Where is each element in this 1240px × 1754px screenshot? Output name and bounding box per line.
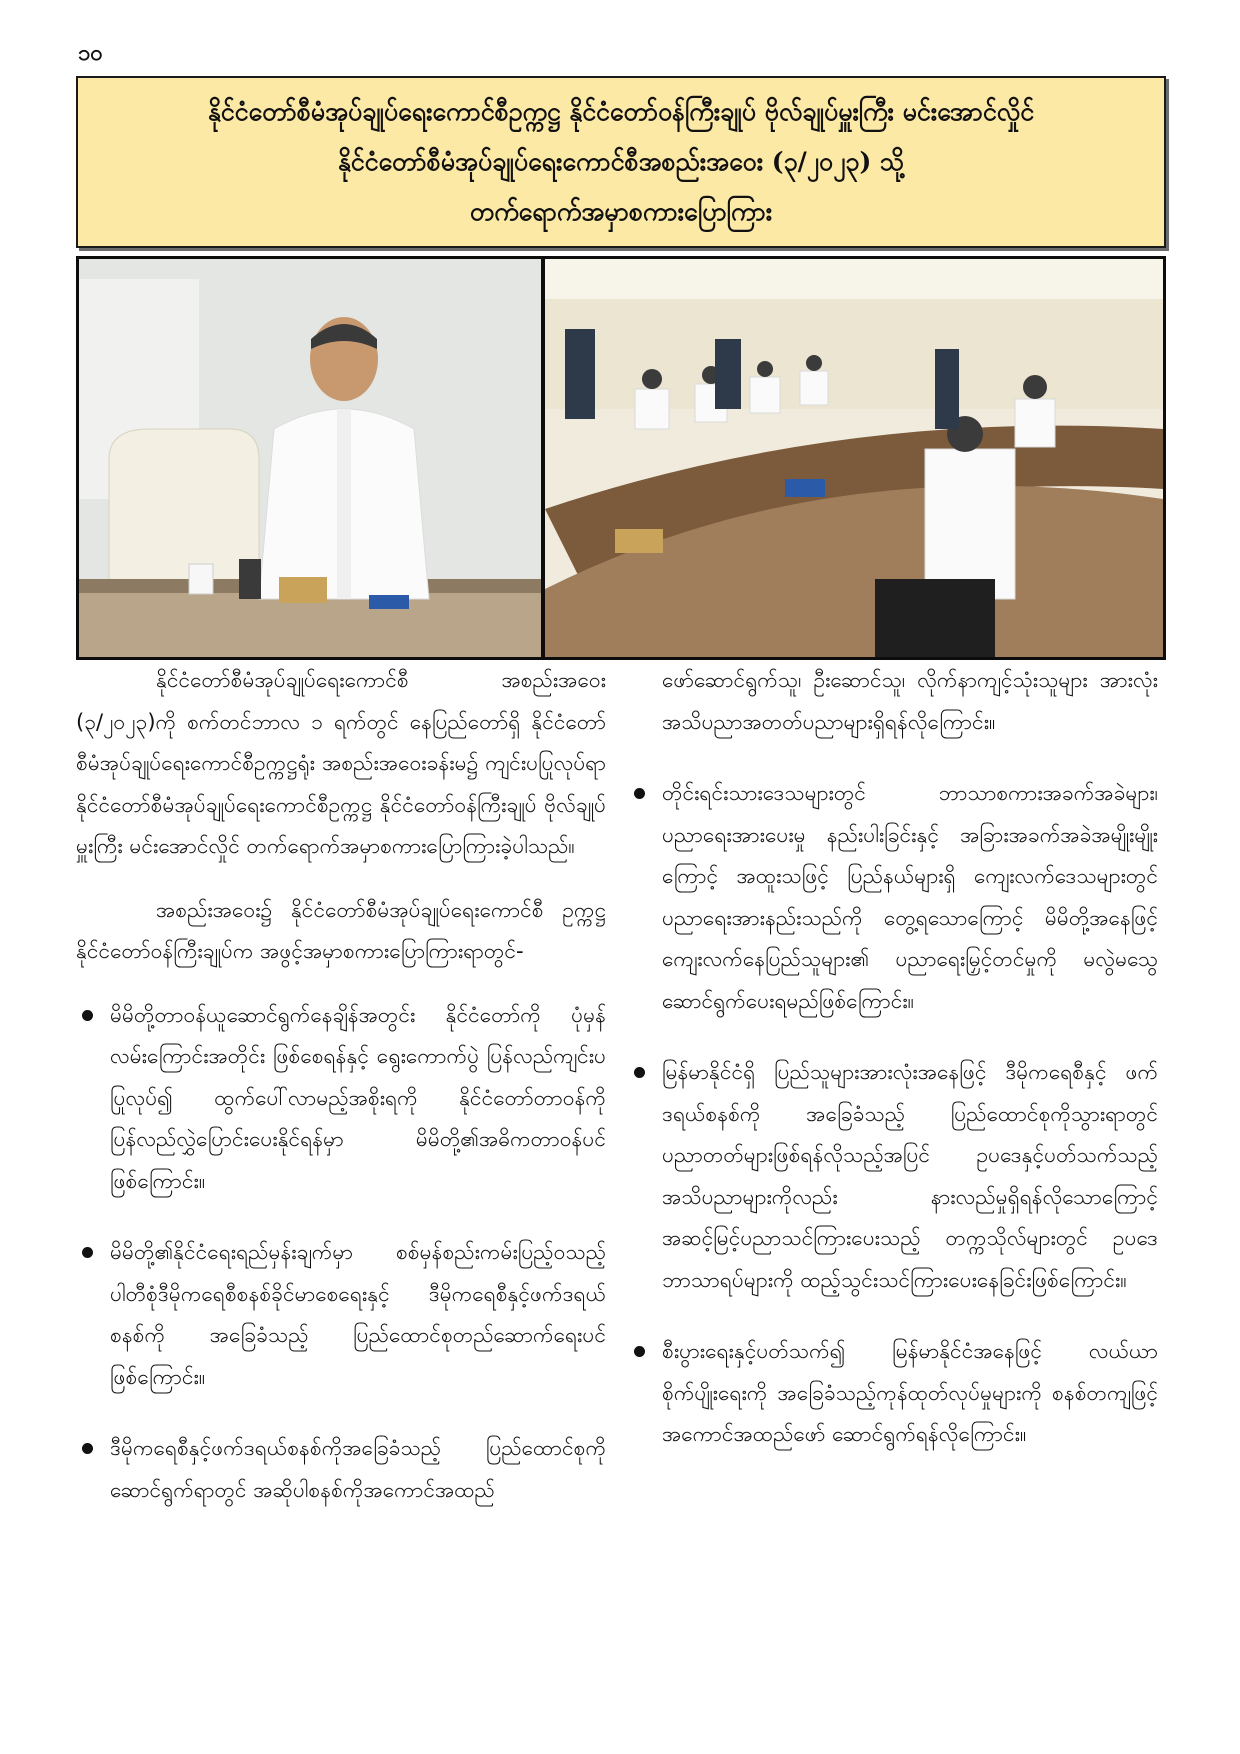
list-item (628, 773, 1158, 1022)
intro-paragraph: နိုင်ငံတော်စီမံအုပ်ချုပ်ရေးကောင်စီ အစည်းအဝေး (၃/၂၀၂၃)ကို စက်တင်ဘာလ ၁ ရက်တွင် နေပြည်တော်ရှိ နိုင်ငံတော်စီမံအုပ်ချုပ်ရေးကောင်စီဥက္ကဋ္ဌရုံး အစည်းအဝေးခန်းမ၌ ကျင်းပပြုလုပ်ရာ နိုင်ငံတော်စီမံအုပ်ချုပ်ရေးကောင်စီဥက္ကဋ္ဌ နိုင်ငံတော်ဝန်ကြီးချုပ် ဗိုလ်ချုပ်မှူးကြီး မင်းအောင်လှိုင် တက်ရောက်အမှာစကားပြောကြားခဲ့ပါသည်။ (76, 668, 606, 858)
bullet-dot-icon (82, 1443, 93, 1454)
continued-text: ဖော်ဆောင်ရွက်သူ၊ ဦးဆောင်သူ၊ လိုက်နာကျင့်သုံးသူများ အားလုံး အသိပညာအတတ်ပညာများရှိရန်လိုကြောင်း။ (662, 668, 1158, 734)
lead-paragraph: အစည်းအဝေး၌ နိုင်ငံတော်စီမံအုပ်ချုပ်ရေးကောင်စီ ဥက္ကဋ္ဌ နိုင်ငံတော်ဝန်ကြီးချုပ်က အဖွင့်အမှာစကားပြောကြားရာတွင်- (76, 897, 606, 963)
headline-line-3: တက်ရောက်အမှာစကားပြောကြား (469, 197, 773, 226)
bullet-dot-icon (634, 1067, 645, 1078)
list-item (76, 1428, 606, 1511)
photo-council-meeting (545, 259, 1163, 657)
photo-strip (76, 256, 1166, 660)
page-number: ၁၀ (78, 41, 103, 66)
photo-chairman-illustration (79, 259, 541, 657)
list-item (628, 1052, 1158, 1301)
list-item (76, 1232, 606, 1398)
list-item-text: မိမိတို့တာဝန်ယူဆောင်ရွက်နေချိန်အတွင်း နိုင်ငံတော်ကို ပုံမှန်လမ်းကြောင်းအတိုင်း ဖြစ်စေရန်နှင့် ရွေးကောက်ပွဲ ပြန်လည်ကျင်းပပြုလုပ်၍ ထွက်ပေါ်လာမည့်အစိုးရကို နိုင်ငံတော်တာဝန်ကို ပြန်လည်လွှဲပြောင်းပေးနိုင်ရန်မှာ မိမိတို့၏အဓိကတာဝန်ပင်ဖြစ်ကြောင်း။ (110, 1002, 606, 1193)
list-item (76, 995, 606, 1203)
photo-chairman-speaking (79, 259, 541, 657)
headline-box (76, 76, 1166, 248)
left-column (76, 660, 606, 1541)
bullet-dot-icon (634, 1346, 645, 1357)
bullet-dot-icon (82, 1247, 93, 1258)
list-item-text: ဒီမိုကရေစီနှင့်ဖက်ဒရယ်စနစ်ကိုအခြေခံသည့် ပြည်ထောင်စုကို ဆောင်ရွက်ရာတွင် အဆိုပါစနစ်ကိုအကောင်အထည် (110, 1436, 606, 1502)
bullet-dot-icon (634, 788, 645, 799)
list-item-text: စီးပွားရေးနှင့်ပတ်သက်၍ မြန်မာနိုင်ငံအနေဖြင့် လယ်ယာစိုက်ပျိုးရေးကို အခြေခံသည့်ကုန်ထုတ်လုပ်မှုများကို စနစ်တကျဖြင့် အကောင်အထည်ဖော် ဆောင်ရွက်ရန်လိုကြောင်း။ (662, 1339, 1158, 1446)
list-item-text: မြန်မာနိုင်ငံရှိ ပြည်သူများအားလုံးအနေဖြင့် ဒီမိုကရေစီနှင့် ဖက်ဒရယ်စနစ်ကို အခြေခံသည့် ပြည်ထောင်စုကိုသွားရာတွင် ပညာတတ်များဖြစ်ရန်လိုသည့်အပြင် ဥပဒေနှင့်ပတ်သက်သည့် အသိပညာများကိုလည်း နားလည်မှုရှိရန်လိုသောကြောင့် အဆင့်မြင့်ပညာသင်ကြားပေးသည့် တက္ကသိုလ်များတွင် ဥပဒေဘာသာရပ်များကို ထည့်သွင်းသင်ကြားပေးနေခြင်းဖြစ်ကြောင်း။ (662, 1060, 1158, 1292)
right-column (628, 660, 1158, 1486)
list-item-text: တိုင်းရင်းသားဒေသများတွင် ဘာသာစကားအခက်အခဲများ၊ ပညာရေးအားပေးမှု နည်းပါးခြင်းနှင့် အခြားအခက်အခဲအမျိုးမျိုးကြောင့် အထူးသဖြင့် ပြည်နယ်များရှိ ကျေးလက်ဒေသများတွင် ပညာရေးအားနည်းသည်ကို တွေ့ရသောကြောင့် မိမိတို့အနေဖြင့် ကျေးလက်နေပြည်သူများ၏ ပညာရေးမြှင့်တင်မှုကို မလွဲမသွေ ဆောင်ရွက်ပေးရမည်ဖြစ်ကြောင်း။ (662, 781, 1158, 1013)
list-item (628, 1331, 1158, 1456)
headline-line-2: နိုင်ငံတော်စီမံအုပ်ချုပ်ရေးကောင်စီအစည်းအဝေး (၃/၂၀၂၃) သို့ (337, 147, 905, 176)
list-item-text: မိမိတို့၏နိုင်ငံရေးရည်မှန်းချက်မှာ စစ်မှန်စည်းကမ်းပြည့်ဝသည့် ပါတီစုံဒီမိုကရေစီစနစ်ခိုင်မာစေရေးနှင့် ဒီမိုကရေစီနှင့်ဖက်ဒရယ်စနစ်ကို အခြေခံသည့် ပြည်ထောင်စုတည်ဆောက်ရေးပင်ဖြစ်ကြောင်း။ (110, 1240, 606, 1389)
photo-meeting-illustration (545, 259, 1163, 657)
bullet-dot-icon (82, 1010, 93, 1021)
headline-line-1: နိုင်ငံတော်စီမံအုပ်ချုပ်ရေးကောင်စီဥက္ကဋ္ဌ နိုင်ငံတော်ဝန်ကြီးချုပ် ဗိုလ်ချုပ်မှူးကြီး မင်းအောင်လှိုင် (207, 97, 1035, 126)
